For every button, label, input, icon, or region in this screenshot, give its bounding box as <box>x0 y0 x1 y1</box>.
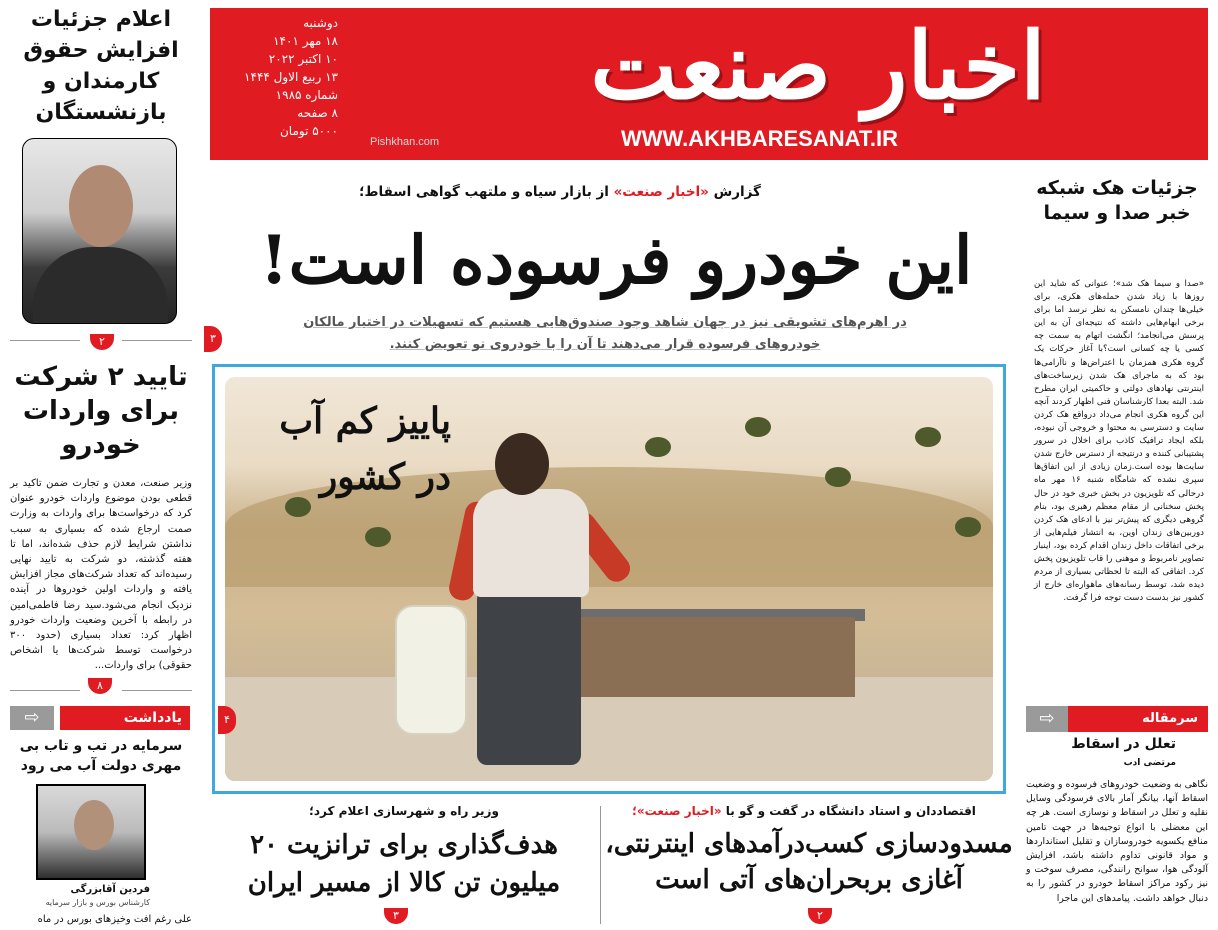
divider <box>10 340 80 341</box>
story2-headline[interactable]: هدف‌گذاری برای ترانزیت ۲۰ میلیون تن کالا از مسیر ایران <box>247 830 561 898</box>
brand-logo[interactable]: اخبار صنعت <box>590 12 1046 120</box>
photo-title[interactable]: پاییز کم آب در کشور <box>279 400 451 498</box>
issue-day: دوشنبه <box>303 16 338 30</box>
column-divider <box>600 806 601 924</box>
hack-headline[interactable]: جزئیات هک شبکه خبر صدا و سیما <box>1036 177 1198 224</box>
issue-date-en: ۱۰ اکتبر ۲۰۲۲ <box>268 52 338 66</box>
story1-kicker <box>604 804 1004 818</box>
yaddasht-header <box>10 706 190 730</box>
page-ref-8[interactable]: ۸ <box>88 678 112 694</box>
divider <box>122 340 192 341</box>
yaddasht-label: یادداشت <box>60 706 190 730</box>
price: ۵۰۰۰ تومان <box>279 124 338 138</box>
car-import-headline[interactable]: تایید ۲ شرکت برای واردات خودرو <box>14 362 188 460</box>
author-portrait <box>36 784 146 880</box>
divider <box>10 690 80 691</box>
sarmaghaleh-header <box>1026 706 1208 732</box>
sarmaghaleh-title[interactable]: تعلل در اسقاط <box>1071 736 1176 752</box>
main-headline[interactable]: این خودرو فرسوده است! <box>259 221 973 299</box>
hack-body: «صدا و سیما هک شد»؛ عنوانی که شاید این روزها با زیاد شدن حمله‌های هکری، برای خیلی‌ها چندان نامسکن به نظر نرسد اما برای برخی ابهام‌هایی داشته که نتیجه‌ای آن به این پرسش می‌انجامد؛ انگشت اتهام به سمت چه کسی یا چه کسانی است؟با آغاز حرکات یک گروه هکری همزمان با اعتراض‌ها و ناآرامی‌ها بود که به ماجرای هک شدن زیرساخت‌های اینترنتی نهادهای دولتی و حاکمیتی ایران مطرح شد. البته بعدا کارشناسان فنی اظهار کردند آنچه این گروه هکری انجام می‌داد درواقع هک کردن سایت و دسترسی به محتوا و خروجی آن نبوده، بلکه ایجاد ترافیک کاذب برای اخلال در سرور پشتیبانی کننده و درنتیجه از دسترس خارج شدن سایت‌ها بوده است.زمان زیادی از این اتفاق‌ها سپری نشده که شامگاه شنبه ۱۶ مهر ماه درحالی که تلویزیون در بخش خبری خود در حال پخش سخنانی از مقام معظم رهبری بود، بنام گروهی دیگری که پیش‌تر نیز با ادعای هک کردن دوربین‌های زندان اوین، به انتشار فیلم‌هایی از برخی اتفاقات داخل زندان اقدام کرده بود، اینبار تصاویر نامربوط و موهنی را قاب تلویزیون پخش کرد. اتفاقی که البته تا لحظاتی بسیاری از مردم دیده شد، توسط رسانه‌های ماهواره‌ای خارج از کشور نیز بدست دست توجه فرا گرفت. <box>1034 279 1204 604</box>
story1-headline[interactable]: مسدودسازی کسب‌درآمدهای اینترنتی، آغازی بربحران‌های آتی است <box>605 829 1013 895</box>
photo-frame <box>212 364 1006 794</box>
salary-headline[interactable]: اعلام جزئیات افزایش حقوق کارمندان و بازنشستگان <box>23 7 179 125</box>
arrow-icon: ⇨ <box>10 706 54 730</box>
story2-kicker: وزیر راه و شهرسازی اعلام کرد؛ <box>309 804 499 818</box>
yaddasht-title[interactable]: سرمایه در تب و تاب بی مهری دولت آب می رود <box>19 738 183 774</box>
divider <box>122 690 192 691</box>
page-ref-3b[interactable]: ۳ <box>384 908 408 924</box>
page-ref-2[interactable]: ۲ <box>90 334 114 350</box>
sarmaghaleh-author: مرتضی ادب <box>1123 758 1176 768</box>
author-name: فردین آقابزرگی <box>70 884 150 895</box>
site-url[interactable]: WWW.AKHBARESANAT.IR <box>620 126 898 151</box>
drought-photo[interactable] <box>225 377 993 781</box>
official-portrait <box>22 138 177 324</box>
story1-kicker-brand: «اخبار صنعت»؛ <box>632 804 722 818</box>
issue-date-hijri: ۱۳ ربیع الاول ۱۴۴۴ <box>244 70 338 84</box>
car-import-body: وزیر صنعت، معدن و تجارت ضمن تاکید بر قطعی بودن موضوع واردات خودرو عنوان کرد که درخواست‌ها برای واردات به وزارت صمت ارجاع شده که بسیاری به سبب نداشتن شرایط لازم حذف شده‌اند، اما تا هفته گذشته، دو شرکت به تایید نهایی رسیده‌اند که تعداد شرکت‌های مجاز افزایش یافته و واردات اولین خودروها در آینده نزدیک انجام می‌شود.سید رضا فاطمی‌امین در رابطه با آخرین وضعیت واردات خودرو اظهار کرد: تعداد بسیاری (حدود ۳۰۰ درخواست توسط شرکت‌ها یا اشخاص حقوقی) برای واردات... <box>10 478 192 672</box>
water-jug <box>395 605 467 735</box>
sarmaghaleh-body: نگاهی به وضعیت خودروهای فرسوده و وضعیت اسقاط آنها، بیانگر آمار بالای فرسودگی وسایل نقلیه و تعلل در اسقاط و نوسازی است. هر چه این معضلی با انواع توجیه‌ها در جهت تامین منافع یکسویه خودروسازان و تقلیل استانداردها و مواد قانونی تداوم داشته باشد، افزایش آلودگی هوا، سوانح رانندگی، مصرف سوخت و نیز رکود مراکز اسقاط خودرو در کشور را به دنبال خواهد داشت. پیامدهای این ماجرا <box>1026 779 1208 904</box>
main-lead: در اهرم‌های تشویقی نیز در جهان شاهد وجود صندوق‌هایی هستیم که تسهیلات در اختیار مالکان خودروهای فرسوده قرار می‌دهند تا آن را با خودروی نو تعویض کنند. <box>303 315 907 352</box>
arrow-icon: ⇨ <box>1026 706 1068 732</box>
page-ref-3[interactable]: ۳ <box>204 326 222 352</box>
page-ref-2b[interactable]: ۲ <box>808 908 832 924</box>
kicker-prefix: گزارش <box>708 184 761 200</box>
issue-number: شماره ۱۹۸۵ <box>275 88 338 102</box>
issue-date-fa: ۱۸ مهر ۱۴۰۱ <box>273 34 338 48</box>
yaddasht-body: علی رغم افت وخیزهای بورس در ماه <box>37 914 192 925</box>
kicker-brand: «اخبار صنعت» <box>613 184 709 200</box>
kicker-rest: از بازار سیاه و ملتهب گواهی اسقاط؛ <box>359 184 614 200</box>
page-ref-4[interactable]: ۴ <box>218 706 236 734</box>
author-role: کارشناس بورس و بازار سرمایه <box>45 898 150 907</box>
watermark: Pishkhan.com <box>370 136 440 148</box>
page-count: ۸ صفحه <box>297 106 338 120</box>
main-kicker <box>300 184 820 200</box>
sarmaghaleh-label: سرمقاله <box>1068 706 1208 732</box>
masthead <box>210 8 1208 160</box>
issue-info <box>218 14 338 140</box>
story1-kicker-prefix: اقتصاددان و استاد دانشگاه در گفت و گو با <box>721 804 976 818</box>
